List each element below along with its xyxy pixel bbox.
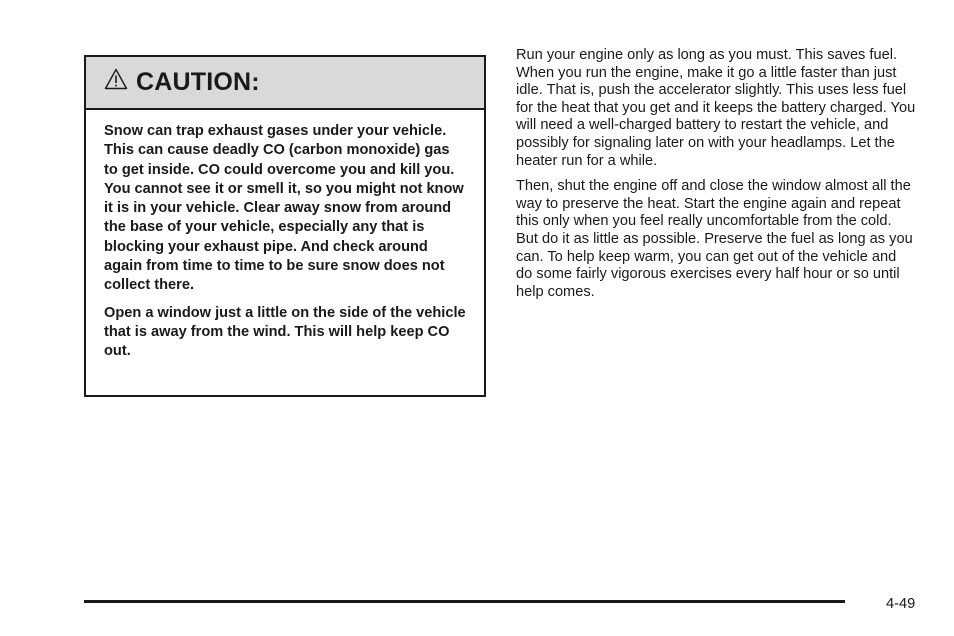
warning-triangle-icon	[104, 68, 128, 90]
caution-header	[86, 57, 484, 110]
body-paragraph: Run your engine only as long as you must. This saves fuel. When you run the engine, make it go a little faster than just idle. That is, push the accelerator slightly. This uses less fuel for the heat that you get and it keeps the battery charged. You will need a well-charged battery to restart the vehicle, and possibly for signaling later on with your headlamps. Let the heater run for a while.	[516, 47, 916, 169]
body-paragraph: Then, shut the engine off and close the window almost all the way to preserve the heat. Start the engine again and repeat this only when you feel really uncomfortable from the cold. But do it as little as possible. Preserve the fuel as long as you can. To help keep warm, you can get out of the vehicle and do some fairly vigorous exercises every half hour or so until help comes.	[516, 178, 913, 300]
caution-box	[84, 55, 486, 397]
footer-rule	[84, 600, 845, 603]
caution-paragraph: Snow can trap exhaust gases under your vehicle. This can cause deadly CO (carbon monoxide) gas to get inside. CO could overcome you and kill you. You cannot see it or smell it, so you might not know it is in your vehicle. Clear away snow from around the base of your vehicle, especially any that is blocking your exhaust pipe. And check around again from time to time to be sure snow does not collect there.	[104, 123, 464, 294]
body-text-column	[516, 47, 916, 309]
caution-title: CAUTION:	[136, 68, 260, 96]
caution-body	[86, 110, 484, 362]
caution-paragraph: Open a window just a little on the side of the vehicle that is away from the wind. This will help keep CO out.	[104, 304, 466, 360]
page-number: 4-49	[886, 596, 916, 612]
